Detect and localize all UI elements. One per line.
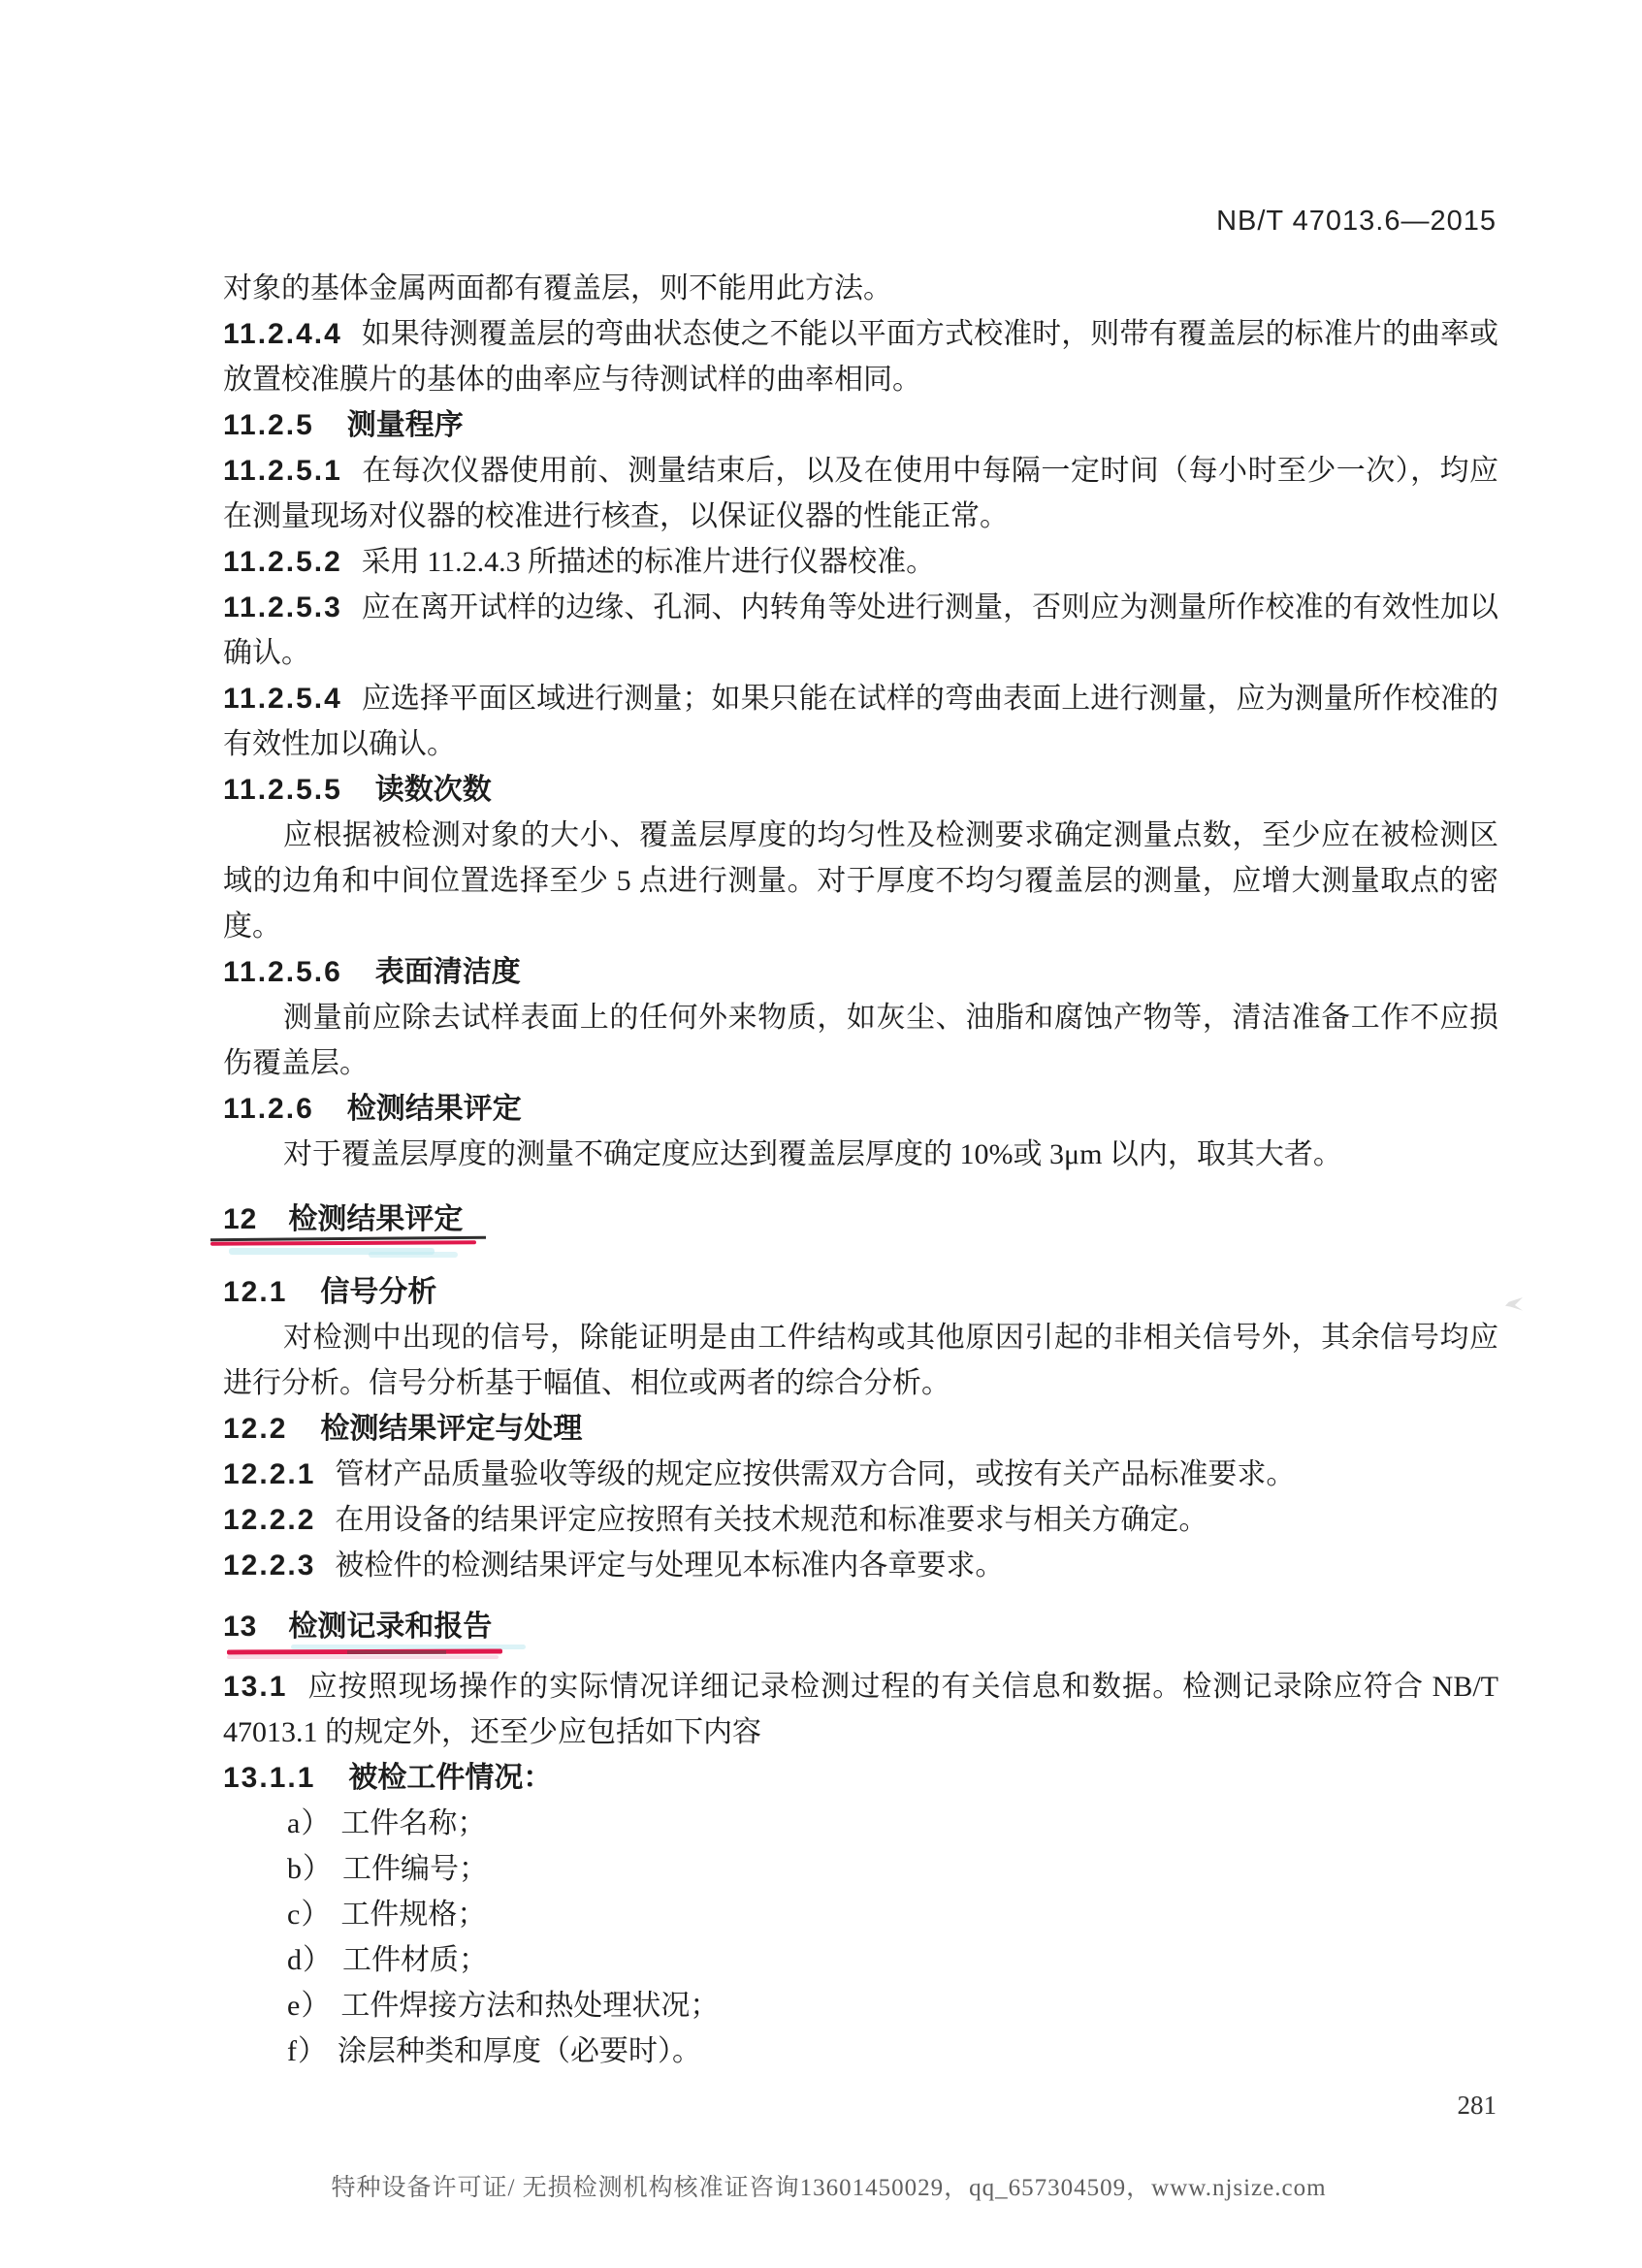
chapter-12-heading xyxy=(223,1197,1498,1242)
clause-number: 11.2.5.4 xyxy=(223,683,342,715)
clause-title-11-2-5 xyxy=(223,402,1498,448)
chapter-title-text: 检测结果评定 xyxy=(288,1203,464,1235)
footer-watermark: 特种设备许可证/ 无损检测机构核准证咨询13601450029，qq_657304509，www.njsize.com xyxy=(331,2175,1327,2201)
chapter-title-text: 检测记录和报告 xyxy=(288,1611,493,1643)
clause-12-2-2 xyxy=(223,1497,1498,1543)
clause-title-text: 读数次数 xyxy=(374,774,492,806)
clause-title-text: 信号分析 xyxy=(320,1276,437,1308)
list-item-c xyxy=(223,1892,1498,1937)
clause-title-text: 被检工件情况： xyxy=(348,1762,553,1794)
clause-12-2-1 xyxy=(223,1452,1498,1497)
clause-title-text: 测量程序 xyxy=(346,409,464,441)
clause-text: 在每次仪器使用前、测量结束后，以及在使用中每隔一定时间（每小时至少一次），均应在测量现场对仪器的校准进行核查，以保证仪器的性能正常。 xyxy=(223,455,1498,532)
list-item-e xyxy=(223,1983,1498,2028)
clause-11-2-5-2 xyxy=(223,539,1498,585)
paragraph-thickness-uncertainty: 对于覆盖层厚度的测量不确定度应达到覆盖层厚度的 10%或 3μm 以内，取其大者。 xyxy=(283,1138,1342,1170)
clause-title-text: 检测结果评定与处理 xyxy=(320,1413,583,1445)
clause-12-2-3 xyxy=(223,1543,1498,1588)
clause-title-12-2 xyxy=(223,1406,1498,1452)
clause-text: 如果待测覆盖层的弯曲状态使之不能以平面方式校准时，则带有覆盖层的标准片的曲率或放置校准膜片的基体的曲率应与待测试样的曲率相同。 xyxy=(223,318,1498,396)
list-item-text: 工件规格； xyxy=(340,1899,487,1931)
clause-number: 12.2.3 xyxy=(223,1549,316,1581)
list-item-text: 工件材质； xyxy=(342,1944,488,1976)
chapter-13-underline-dark-segment xyxy=(347,1650,446,1654)
clause-11-2-4-4 xyxy=(223,311,1498,402)
clause-title-text: 表面清洁度 xyxy=(374,956,521,988)
clause-number: 13.1.1 xyxy=(223,1762,316,1794)
standard-number-header: NB/T 47013.6—2015 xyxy=(1216,206,1497,237)
clause-text: 应选择平面区域进行测量；如果只能在试样的弯曲表面上进行测量，应为测量所作校准的有效性加以确认。 xyxy=(223,683,1498,760)
clause-text: 应在离开试样的边缘、孔洞、内转角等处进行测量，否则应为测量所作校准的有效性加以确认。 xyxy=(223,591,1498,669)
clause-number: 12.2 xyxy=(223,1413,288,1445)
clause-text: 在用设备的结果评定应按照有关技术规范和标准要求与相关方确定。 xyxy=(335,1504,1208,1536)
clause-11-2-5-3 xyxy=(223,585,1498,676)
list-item-text: 涂层种类和厚度（必要时）。 xyxy=(338,2035,701,2067)
list-item-label: d） xyxy=(287,1944,333,1976)
paragraph-signal-analysis: 对检测中出现的信号，除能证明是由工件结构或其他原因引起的非相关信号外，其余信号均应进行分析。信号分析基于幅值、相位或两者的综合分析。 xyxy=(223,1322,1498,1399)
list-item-b xyxy=(223,1846,1498,1892)
clause-number: 11.2.5.1 xyxy=(223,455,342,487)
clause-number: 12.2.2 xyxy=(223,1504,316,1536)
clause-title-11-2-5-6 xyxy=(223,949,1498,995)
clause-title-13-1-1 xyxy=(223,1755,1498,1801)
chapter-number: 13 xyxy=(223,1611,258,1643)
list-item-label: b） xyxy=(287,1853,333,1885)
clause-title-text: 检测结果评定 xyxy=(346,1093,522,1125)
list-item-d xyxy=(223,1937,1498,1983)
list-item-a xyxy=(223,1801,1498,1846)
list-item-text: 工件名称； xyxy=(340,1807,487,1839)
chapter-12-underline-cyan-smudge xyxy=(369,1252,458,1258)
page-number: 281 xyxy=(1457,2091,1497,2120)
clause-number: 11.2.5.5 xyxy=(223,774,342,806)
chapter-13-underline-cyan-smudge xyxy=(291,1645,526,1649)
clause-number: 12.2.1 xyxy=(223,1458,316,1490)
clause-title-12-1 xyxy=(223,1269,1498,1315)
chapter-12-underline-black xyxy=(210,1236,486,1241)
list-item-f xyxy=(223,2028,1498,2074)
chapter-13-heading xyxy=(223,1604,1498,1649)
clause-number: 11.2.5.6 xyxy=(223,956,342,988)
continuation-line: 对象的基体金属两面都有覆盖层，则不能用此方法。 xyxy=(223,272,892,304)
paragraph-reading-count: 应根据被检测对象的大小、覆盖层厚度的均匀性及检测要求确定测量点数，至少应在被检测区域的边角和中间位置选择至少 5 点进行测量。对于厚度不均匀覆盖层的测量，应增大测量取点的密度。 xyxy=(223,819,1498,942)
scan-artifact-mark xyxy=(1505,1297,1523,1313)
clause-13-1 xyxy=(223,1664,1498,1755)
list-item-text: 工件焊接方法和热处理状况； xyxy=(340,1990,720,2022)
clause-title-11-2-6 xyxy=(223,1086,1498,1132)
clause-number: 13.1 xyxy=(223,1671,288,1703)
list-item-label: e） xyxy=(287,1990,332,2022)
list-item-label: f） xyxy=(287,2035,328,2067)
clause-text: 被检件的检测结果评定与处理见本标准内各章要求。 xyxy=(335,1549,1005,1581)
clause-number: 11.2.5.2 xyxy=(223,546,342,578)
chapter-13-underline-pink-halo xyxy=(227,1655,499,1659)
clause-title-11-2-5-5 xyxy=(223,767,1498,813)
list-item-label: a） xyxy=(287,1807,332,1839)
chapter-12-underline-cyan-smudge xyxy=(229,1248,435,1255)
clause-number: 11.2.4.4 xyxy=(223,318,342,350)
list-item-text: 工件编号； xyxy=(342,1853,488,1885)
clause-number: 11.2.5 xyxy=(223,409,314,441)
clause-number: 11.2.6 xyxy=(223,1093,314,1125)
chapter-13-underline-red-marker xyxy=(227,1649,502,1655)
clause-text: 采用 11.2.4.3 所描述的标准片进行仪器校准。 xyxy=(361,546,936,578)
paragraph-surface-cleanliness: 测量前应除去试样表面上的任何外来物质，如灰尘、油脂和腐蚀产物等，清洁准备工作不应损伤覆盖层。 xyxy=(223,1002,1498,1079)
document-body xyxy=(223,266,1498,2074)
clause-11-2-5-4 xyxy=(223,676,1498,767)
chapter-number: 12 xyxy=(223,1203,258,1235)
list-item-label: c） xyxy=(287,1899,332,1931)
clause-11-2-5-1 xyxy=(223,448,1498,539)
clause-number: 12.1 xyxy=(223,1276,288,1308)
clause-text: 应按照现场操作的实际情况详细记录检测过程的有关信息和数据。检测记录除应符合 NB/T 47013.1 的规定外，还至少应包括如下内容 xyxy=(223,1671,1498,1748)
clause-number: 11.2.5.3 xyxy=(223,591,342,623)
chapter-12-underline-red-marker xyxy=(210,1240,476,1245)
clause-text: 管材产品质量验收等级的规定应按供需双方合同，或按有关产品标准要求。 xyxy=(335,1458,1296,1490)
